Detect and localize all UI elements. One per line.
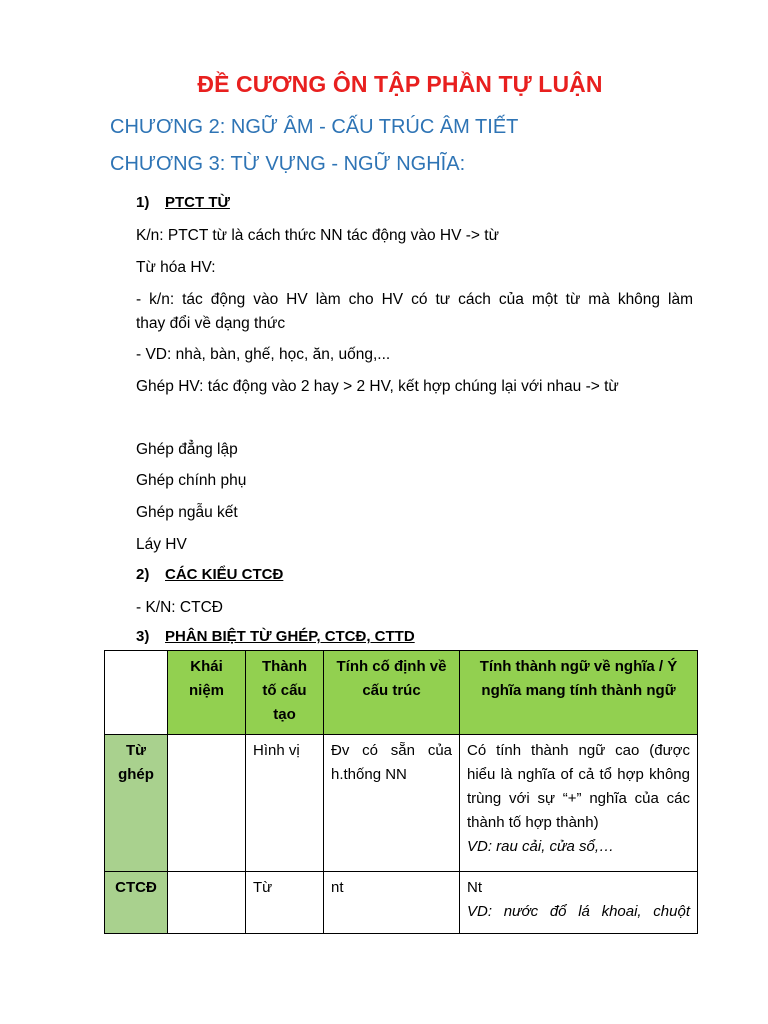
section-3-title: PHÂN BIỆT TỪ GHÉP, CTCĐ, CTTD xyxy=(165,628,415,645)
tuhoa-label: Từ hóa HV: xyxy=(136,259,216,276)
comparison-table xyxy=(104,650,698,934)
cell-thanh-to: Hình vị xyxy=(246,735,324,872)
tuhoa-definition xyxy=(136,288,693,336)
section-3-heading xyxy=(136,628,415,645)
table-row xyxy=(105,735,698,872)
cell-thanh-ngu xyxy=(460,735,698,872)
section-2-definition: - K/N: CTCĐ xyxy=(136,599,223,616)
cell-khai-niem xyxy=(168,735,246,872)
type-item: Láy HV xyxy=(136,536,187,553)
document-title: ĐỀ CƯƠNG ÔN TẬP PHẦN TỰ LUẬN xyxy=(197,71,603,97)
tuhoa-definition-line1: - k/n: tác động vào HV làm cho HV có tư cách của một từ mà không làm xyxy=(136,291,693,308)
section-3-number: 3) xyxy=(136,628,150,645)
table-row xyxy=(105,872,698,934)
cell-thanh-ngu-text: Có tính thành ngữ cao (được hiểu là nghĩa of cả tổ hợp không trùng với sự “+” nghĩa của các thành tố hợp thành) xyxy=(467,742,690,831)
cell-co-dinh: nt xyxy=(324,872,460,934)
header-cell-khai-niem: Khái niệm xyxy=(168,651,246,735)
section-1-title: PTCT TỪ xyxy=(165,194,230,211)
section-1-definition: K/n: PTCT từ là cách thức NN tác động vào HV -> từ xyxy=(136,227,499,244)
row-label-tu-ghep: Từ ghép xyxy=(105,735,168,872)
chapter-2-heading: CHƯƠNG 2: NGỮ ÂM - CẤU TRÚC ÂM TIẾT xyxy=(110,116,519,138)
type-item: Ghép đẳng lập xyxy=(136,441,238,458)
tuhoa-definition-line2: thay đổi về dạng thức xyxy=(136,315,286,332)
row-label-ctcd: CTCĐ xyxy=(105,872,168,934)
header-cell-thanh-ngu: Tính thành ngữ về nghĩa / Ý nghĩa mang tính thành ngữ xyxy=(460,651,698,735)
ghep-definition: Ghép HV: tác động vào 2 hay > 2 HV, kết hợp chúng lại với nhau -> từ xyxy=(136,378,619,395)
type-item: Ghép ngẫu kết xyxy=(136,504,238,521)
cell-co-dinh: Đv có sẵn của h.thống NN xyxy=(324,735,460,872)
header-cell-co-dinh: Tính cố định về cấu trúc xyxy=(324,651,460,735)
cell-thanh-ngu-text: Nt xyxy=(467,879,482,896)
cell-thanh-ngu xyxy=(460,872,698,934)
table-header-row xyxy=(105,651,698,735)
cell-khai-niem xyxy=(168,872,246,934)
chapter-3-heading: CHƯƠNG 3: TỪ VỰNG - NGỮ NGHĨA: xyxy=(110,153,466,175)
cell-thanh-ngu-example: VD: rau cải, cửa sổ,… xyxy=(467,838,615,855)
header-cell-thanh-to: Thành tố cấu tạo xyxy=(246,651,324,735)
header-cell-blank xyxy=(105,651,168,735)
cell-thanh-ngu-example: VD: nước đổ lá khoai, chuột xyxy=(467,903,690,920)
type-item: Ghép chính phụ xyxy=(136,472,247,489)
cell-thanh-to: Từ xyxy=(246,872,324,934)
section-1-number: 1) xyxy=(136,194,150,211)
section-2-heading xyxy=(136,566,283,583)
section-2-number: 2) xyxy=(136,566,150,583)
tuhoa-example: - VD: nhà, bàn, ghế, học, ăn, uống,... xyxy=(136,346,391,363)
section-1-heading xyxy=(136,194,230,211)
section-2-title: CÁC KIỂU CTCĐ xyxy=(165,566,284,583)
